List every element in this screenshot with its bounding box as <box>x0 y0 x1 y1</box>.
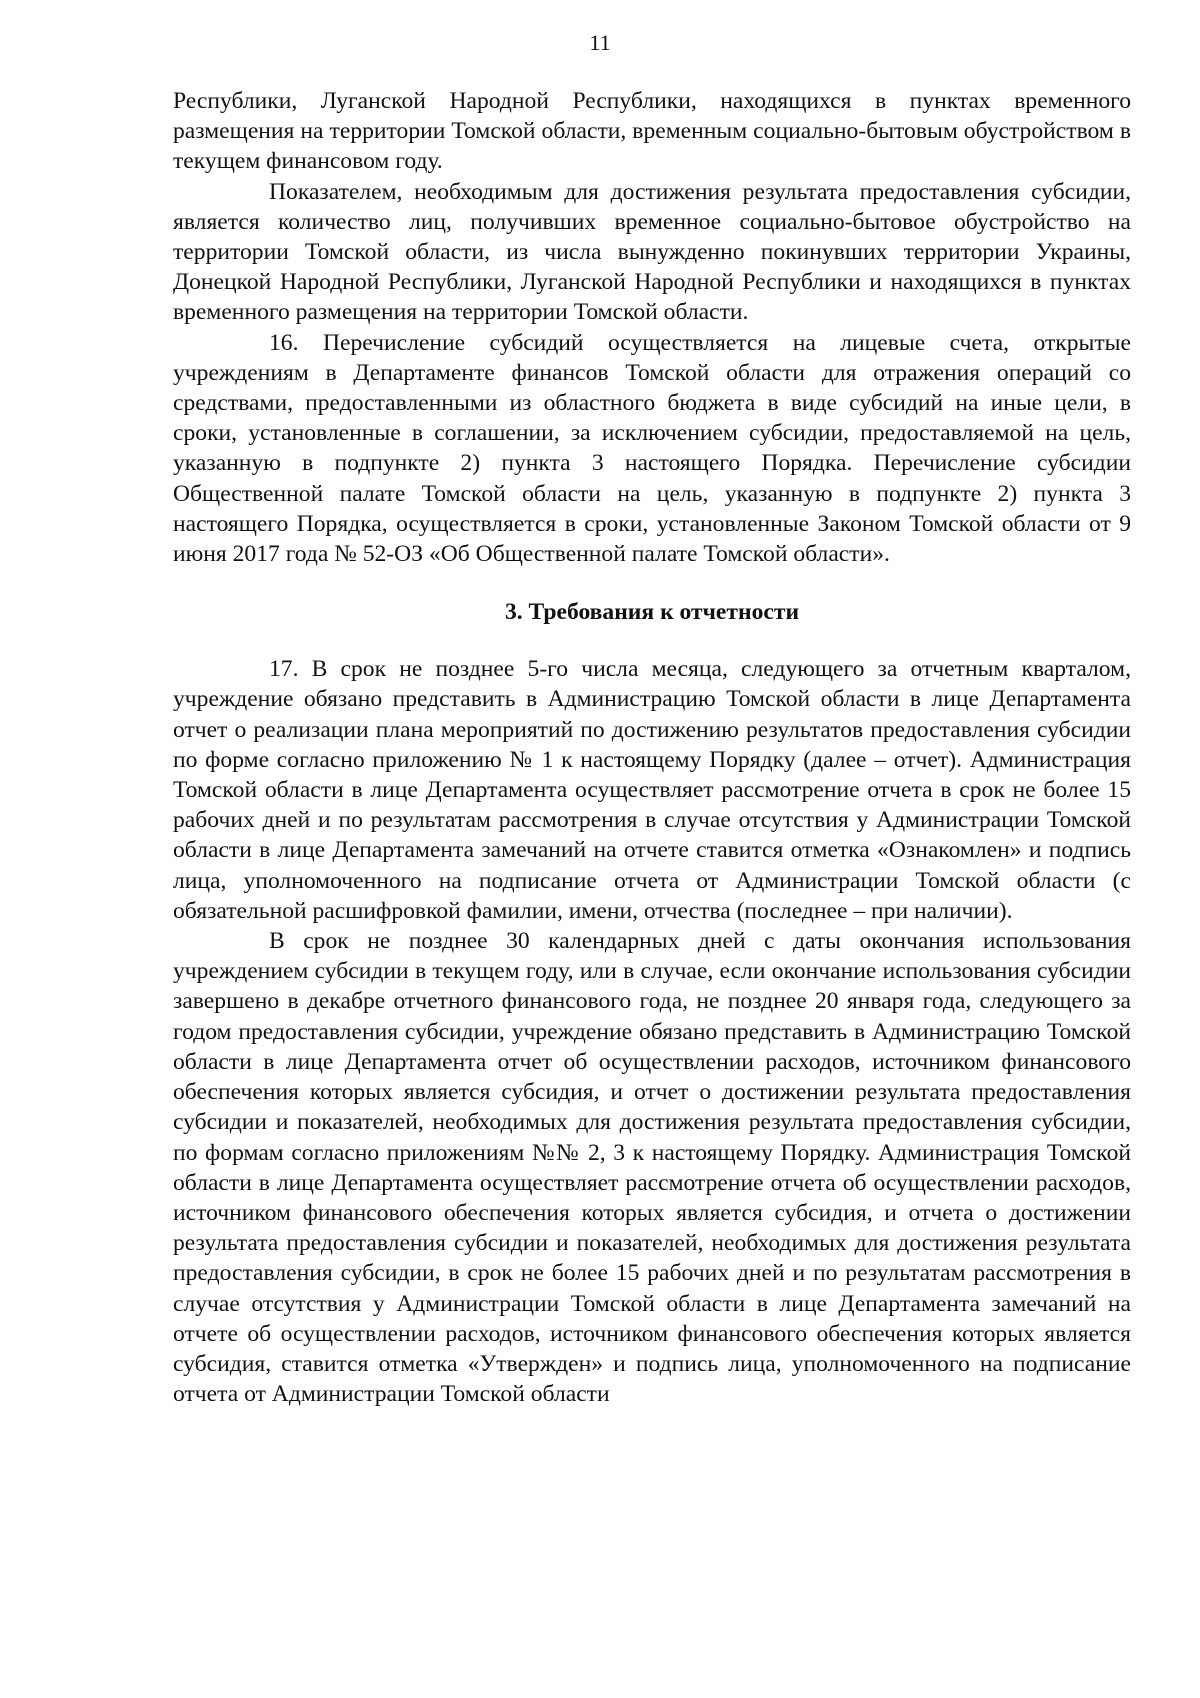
paragraph-continuation: Республики, Луганской Народной Республики, находящихся в пунктах временного размещения на территории Томской области, временным социально-бытовым обустройством в текущем финансовом году. <box>173 88 1131 175</box>
page-number: 11 <box>589 30 611 55</box>
paragraph-indicator: Показателем, необходимым для достижения результата предоставления субсидии, является количество лиц, получивших временное социально-бытовое обустройство на территории Томской области, из числа вынужденно покинувших территории Украины, Донецкой Народной Республики, Луганской Народной Республики и находящихся в пунктах временного размещения на территории Томской области. <box>173 178 1131 326</box>
paragraph-item-16: 16. Перечисление субсидий осуществляется на лицевые счета, открытые учреждениям в Департаменте финансов Томской области для отражения операций со средствами, предоставленными из областного бюджета в виде субсидий на иные цели, в сроки, установленные в соглашении, за исключением субсидии, предоставляемой на цель, указанную в подпункте 2) пункта 3 настоящего Порядка. Перечисление субсидии Общественной палате Томской области на цель, указанную в подпункте 2) пункта 3 настоящего Порядка, осуществляется в сроки, установленные Законом Томской области от 9 июня 2017 года № 52-ОЗ «Об Общественной палате Томской области». <box>173 329 1131 568</box>
document-body <box>173 86 1131 1409</box>
paragraph-report-deadline: В срок не позднее 30 календарных дней с даты окончания использования учреждением субсидии в текущем году, или в случае, если окончание использования субсидии завершено в декабре отчетного финансового года, не позднее 20 января года, следующего за годом предоставления субсидии, учреждение обязано представить в Администрацию Томской области в лице Департамента отчет об осуществлении расходов, источником финансового обеспечения которых является субсидия, и отчет о достижении результата предоставления субсидии и показателей, необходимых для достижения результата предоставления субсидии, по формам согласно приложениям №№ 2, 3 к настоящему Порядку. Администрация Томской области в лице Департамента осуществляет рассмотрение отчета об осуществлении расходов, источником финансового обеспечения которых является субсидия, и отчета о достижении результата предоставления субсидии и показателей, необходимых для достижения результата предоставления субсидии, в срок не более 15 рабочих дней и по результатам рассмотрения в случае отсутствия у Администрации Томской области в лице Департамента замечаний на отчете об осуществлении расходов, источником финансового обеспечения которых является субсидия, ставится отметка «Утвержден» и подпись лица, уполномоченного на подписание отчета от Администрации Томской области <box>173 928 1131 1408</box>
paragraph-item-17: 17. В срок не позднее 5-го числа месяца, следующего за отчетным кварталом, учреждение обязано представить в Администрацию Томской области в лице Департамента отчет о реализации плана мероприятий по достижению результатов предоставления субсидии по форме согласно приложению № 1 к настоящему Порядку (далее – отчет). Администрация Томской области в лице Департамента осуществляет рассмотрение отчета в срок не более 15 рабочих дней и по результатам рассмотрения в случае отсутствия у Администрации Томской области в лице Департамента замечаний на отчете ставится отметка «Ознакомлен» и подпись лица, уполномоченного на подписание отчета от Администрации Томской области (с обязательной расшифровкой фамилии, имени, отчества (последнее – при наличии). <box>173 656 1131 924</box>
section-heading: 3. Требования к отчетности <box>504 599 800 626</box>
